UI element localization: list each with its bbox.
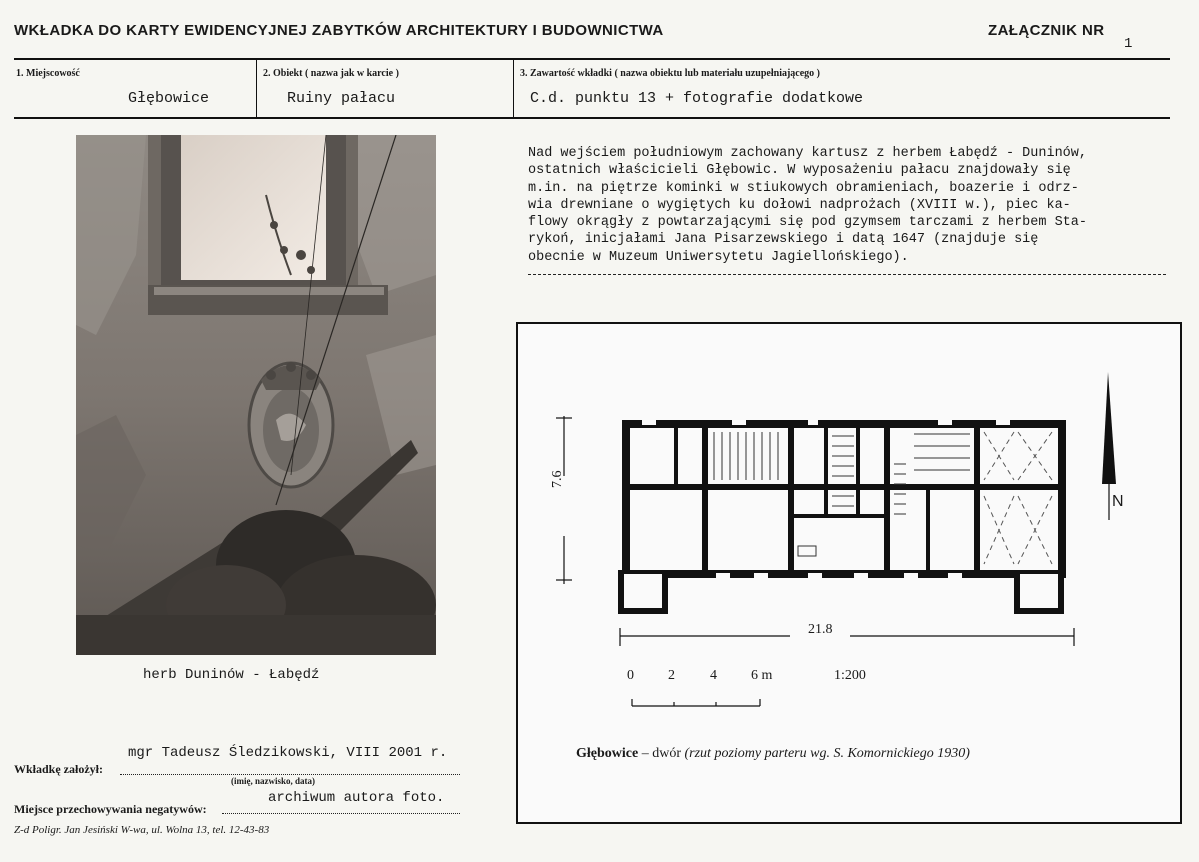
negatives-dotted-line xyxy=(222,813,460,814)
description-dashed-rule xyxy=(528,274,1166,275)
description-line: obecnie w Muzeum Uniwersytetu Jagiellońskiego). xyxy=(528,249,909,265)
annex-label: ZAŁĄCZNIK NR xyxy=(988,22,1105,39)
negatives-label: Miejsce przechowywania negatywów: xyxy=(14,802,207,816)
description-line: flowy okrągły z powtarzającymi się pod gzymsem tarczami z herbem Sta- xyxy=(528,215,1087,231)
description-text xyxy=(528,145,1168,266)
author-label: Wkładkę założył: xyxy=(14,762,103,776)
field-label-content: 3. Zawartość wkładki ( nazwa obiektu lub materiału uzupełniającego ) xyxy=(520,68,821,79)
description-line: wia drewniane o wygiętych ku dołowi nadprożach (XVIII w.), piec ka- xyxy=(528,197,1071,213)
plan-caption xyxy=(576,746,970,762)
photo-coat-of-arms xyxy=(76,135,436,655)
author-value: mgr Tadeusz Śledzikowski, VIII 2001 r. xyxy=(128,745,448,761)
description-line: ostatnich właścicieli Głębowic. W wyposażeniu pałacu znajdowały się xyxy=(528,163,1071,179)
plan-width-dimension: 21.8 xyxy=(808,622,833,637)
author-hint: (imię, nazwisko, data) xyxy=(231,776,315,786)
field-label-locality: 1. Miejscowość xyxy=(16,68,80,79)
annex-number: 1 xyxy=(1124,36,1133,52)
scale-tick-6m: 6 m xyxy=(751,668,773,683)
form-title: WKŁADKA DO KARTY EWIDENCYJNEJ ZABYTKÓW ARCHITEKTURY I BUDOWNICTWA xyxy=(14,22,664,39)
north-label: N xyxy=(1112,493,1124,510)
scale-tick-4: 4 xyxy=(710,668,717,683)
scale-tick-0: 0 xyxy=(627,668,634,683)
field-label-object: 2. Obiekt ( nazwa jak w karcie ) xyxy=(263,68,399,79)
field-value-object: Ruiny pałacu xyxy=(287,90,396,107)
author-dotted-line xyxy=(120,774,460,775)
plan-caption-object: – dwór xyxy=(638,746,685,761)
printer-imprint: Z-d Poligr. Jan Jesiński W-wa, ul. Wolna 13, tel. 12-43-83 xyxy=(14,824,270,836)
field-divider-1 xyxy=(256,60,257,117)
fields-bottom-rule xyxy=(14,117,1170,119)
scale-ratio: 1:200 xyxy=(834,668,866,683)
top-rule xyxy=(14,58,1170,60)
description-line: m.in. na piętrze kominki w stiukowych obramieniach, boazerie i odrz- xyxy=(528,180,1079,196)
photo-caption: herb Duninów - Łabędź xyxy=(143,667,320,683)
photo-image xyxy=(76,135,436,655)
plan-height-dimension: 7.6 xyxy=(550,470,565,488)
scale-tick-2: 2 xyxy=(668,668,675,683)
field-divider-2 xyxy=(513,60,514,117)
negatives-value: archiwum autora foto. xyxy=(268,790,445,806)
field-value-content: C.d. punktu 13 + fotografie dodatkowe xyxy=(530,90,864,107)
plan-caption-source: (rzut poziomy parteru wg. S. Komornickiego 1930) xyxy=(684,746,970,761)
description-line: rykoń, inicjałami Jana Pisarzewskiego i datą 1647 (znajduje się xyxy=(528,232,1039,248)
plan-caption-place: Głębowice xyxy=(576,746,639,761)
field-value-locality: Głębowice xyxy=(128,90,210,107)
description-line: Nad wejściem południowym zachowany kartusz z herbem Łabędź - Duninów, xyxy=(528,146,1087,161)
